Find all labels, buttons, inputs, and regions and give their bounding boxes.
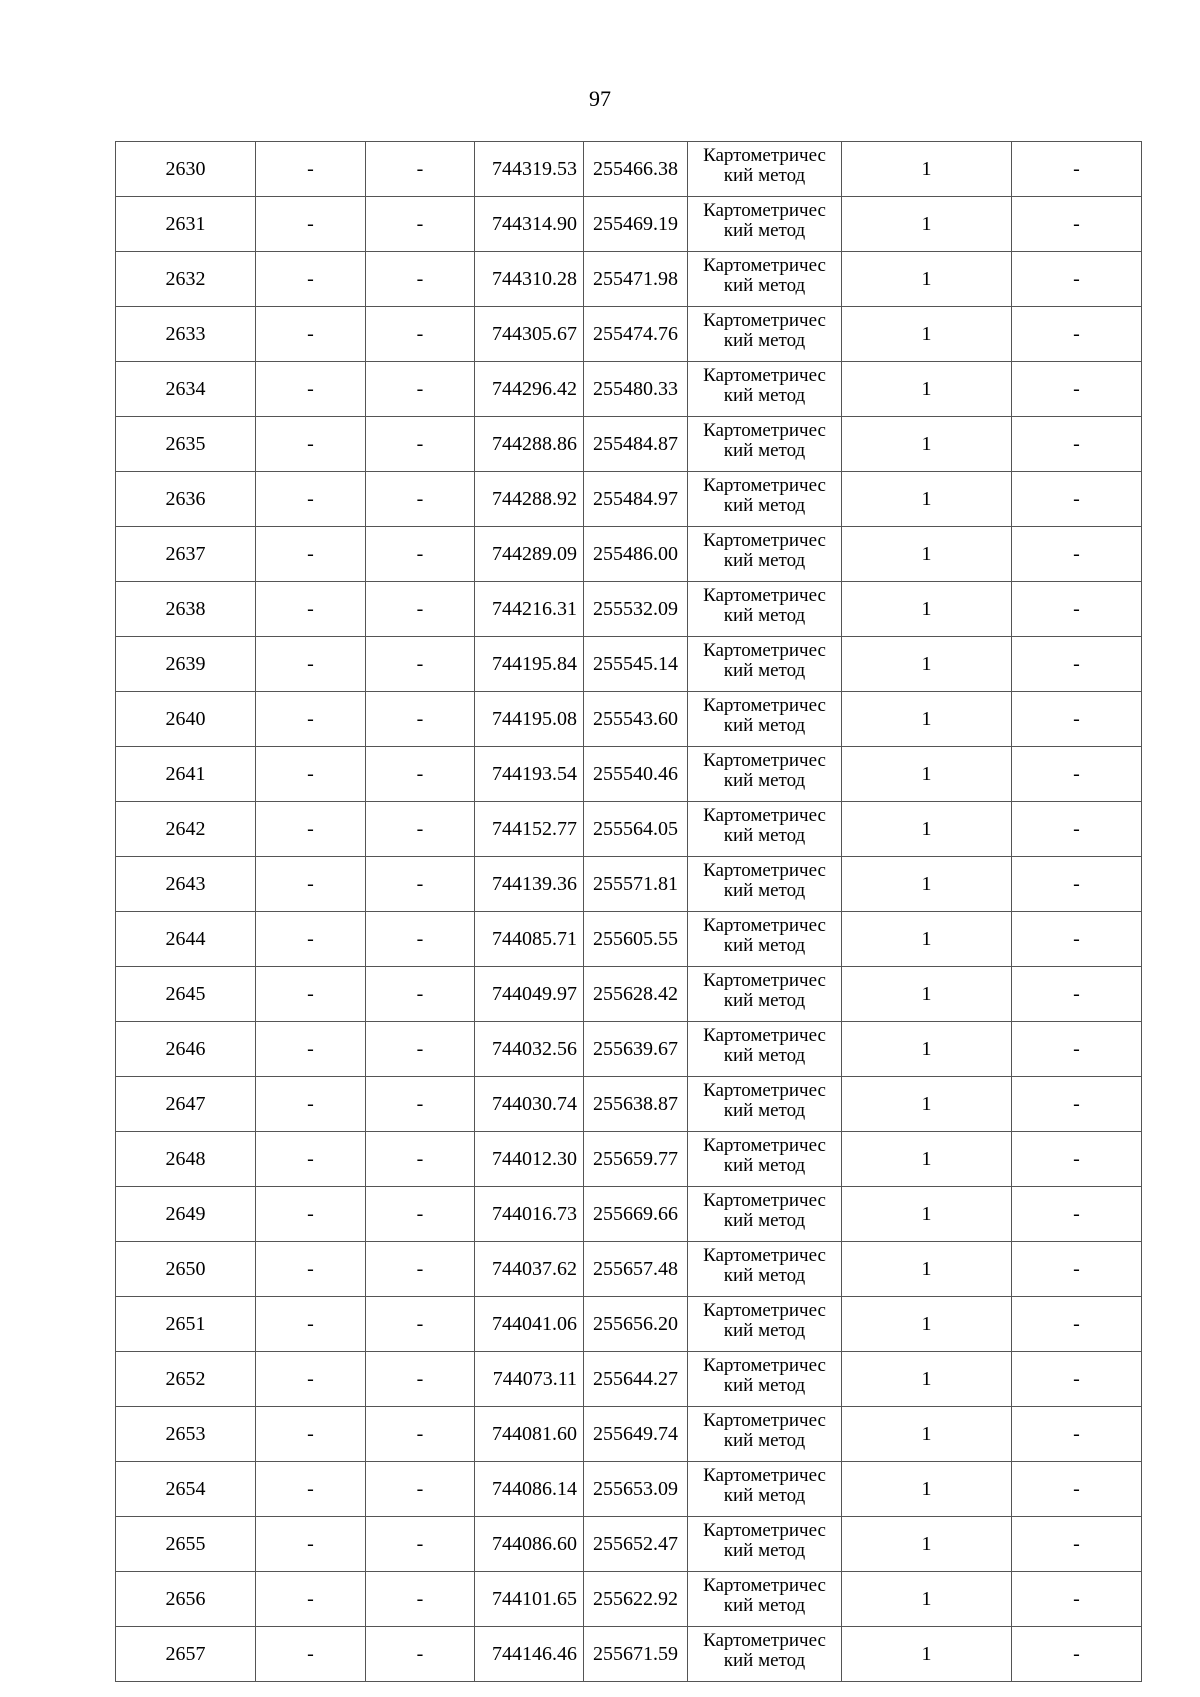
method-cell: Картометричес кий метод (688, 967, 842, 1022)
x-coordinate-cell: 744288.92 (475, 472, 584, 527)
point-number-cell: 2634 (116, 362, 256, 417)
column-2-cell: - (256, 1297, 366, 1352)
point-number-cell: 2644 (116, 912, 256, 967)
page-number: 97 (589, 86, 611, 111)
column-2-cell: - (256, 527, 366, 582)
table-row (116, 582, 1142, 637)
x-coordinate-cell: 744081.60 (475, 1407, 584, 1462)
method-cell: Картометричес кий метод (688, 252, 842, 307)
table-row (116, 1077, 1142, 1132)
method-cell: Картометричес кий метод (688, 1187, 842, 1242)
x-coordinate-cell: 744049.97 (475, 967, 584, 1022)
column-3-cell: - (366, 692, 475, 747)
point-number-cell: 2646 (116, 1022, 256, 1077)
x-coordinate-cell: 744146.46 (475, 1627, 584, 1682)
x-coordinate-cell: 744139.36 (475, 857, 584, 912)
y-coordinate-cell: 255545.14 (584, 637, 688, 692)
column-8-cell: - (1012, 142, 1142, 197)
column-3-cell: - (366, 1517, 475, 1572)
method-cell: Картометричес кий метод (688, 692, 842, 747)
y-coordinate-cell: 255644.27 (584, 1352, 688, 1407)
column-8-cell: - (1012, 1297, 1142, 1352)
column-2-cell: - (256, 582, 366, 637)
table-row (116, 1517, 1142, 1572)
column-8-cell: - (1012, 747, 1142, 802)
x-coordinate-cell: 744037.62 (475, 1242, 584, 1297)
method-cell: Картометричес кий метод (688, 472, 842, 527)
column-8-cell: - (1012, 197, 1142, 252)
table-row (116, 1297, 1142, 1352)
accuracy-cell: 1 (842, 142, 1012, 197)
y-coordinate-cell: 255543.60 (584, 692, 688, 747)
point-number-cell: 2633 (116, 307, 256, 362)
accuracy-cell: 1 (842, 967, 1012, 1022)
accuracy-cell: 1 (842, 1517, 1012, 1572)
column-8-cell: - (1012, 1242, 1142, 1297)
column-3-cell: - (366, 1297, 475, 1352)
column-3-cell: - (366, 362, 475, 417)
method-cell: Картометричес кий метод (688, 1462, 842, 1517)
table-row (116, 967, 1142, 1022)
accuracy-cell: 1 (842, 582, 1012, 637)
column-3-cell: - (366, 967, 475, 1022)
method-cell: Картометричес кий метод (688, 857, 842, 912)
table-row (116, 912, 1142, 967)
accuracy-cell: 1 (842, 1297, 1012, 1352)
accuracy-cell: 1 (842, 1572, 1012, 1627)
point-number-cell: 2652 (116, 1352, 256, 1407)
y-coordinate-cell: 255653.09 (584, 1462, 688, 1517)
column-8-cell: - (1012, 1572, 1142, 1627)
column-3-cell: - (366, 1132, 475, 1187)
method-cell: Картометричес кий метод (688, 142, 842, 197)
method-cell: Картометричес кий метод (688, 197, 842, 252)
table-row (116, 1242, 1142, 1297)
column-2-cell: - (256, 967, 366, 1022)
point-number-cell: 2641 (116, 747, 256, 802)
x-coordinate-cell: 744073.11 (475, 1352, 584, 1407)
y-coordinate-cell: 255652.47 (584, 1517, 688, 1572)
method-cell: Картометричес кий метод (688, 1407, 842, 1462)
accuracy-cell: 1 (842, 1077, 1012, 1132)
point-number-cell: 2649 (116, 1187, 256, 1242)
y-coordinate-cell: 255540.46 (584, 747, 688, 802)
column-3-cell: - (366, 1462, 475, 1517)
point-number-cell: 2645 (116, 967, 256, 1022)
column-2-cell: - (256, 1462, 366, 1517)
column-8-cell: - (1012, 1462, 1142, 1517)
method-cell: Картометричес кий метод (688, 1077, 842, 1132)
accuracy-cell: 1 (842, 637, 1012, 692)
y-coordinate-cell: 255628.42 (584, 967, 688, 1022)
method-cell: Картометричес кий метод (688, 1132, 842, 1187)
accuracy-cell: 1 (842, 307, 1012, 362)
method-cell: Картометричес кий метод (688, 417, 842, 472)
accuracy-cell: 1 (842, 1132, 1012, 1187)
table-row (116, 527, 1142, 582)
method-cell: Картометричес кий метод (688, 747, 842, 802)
table-row (116, 692, 1142, 747)
column-8-cell: - (1012, 1187, 1142, 1242)
column-3-cell: - (366, 252, 475, 307)
column-8-cell: - (1012, 857, 1142, 912)
point-number-cell: 2635 (116, 417, 256, 472)
table-row (116, 362, 1142, 417)
column-8-cell: - (1012, 362, 1142, 417)
column-8-cell: - (1012, 472, 1142, 527)
column-8-cell: - (1012, 637, 1142, 692)
column-3-cell: - (366, 802, 475, 857)
column-8-cell: - (1012, 1352, 1142, 1407)
y-coordinate-cell: 255471.98 (584, 252, 688, 307)
accuracy-cell: 1 (842, 1187, 1012, 1242)
coordinates-table (115, 141, 1142, 1682)
column-8-cell: - (1012, 1022, 1142, 1077)
y-coordinate-cell: 255466.38 (584, 142, 688, 197)
column-2-cell: - (256, 912, 366, 967)
method-cell: Картометричес кий метод (688, 1022, 842, 1077)
accuracy-cell: 1 (842, 252, 1012, 307)
table-row (116, 1022, 1142, 1077)
table-row (116, 1572, 1142, 1627)
table-row (116, 1187, 1142, 1242)
point-number-cell: 2657 (116, 1627, 256, 1682)
x-coordinate-cell: 744101.65 (475, 1572, 584, 1627)
accuracy-cell: 1 (842, 1407, 1012, 1462)
column-8-cell: - (1012, 527, 1142, 582)
column-8-cell: - (1012, 1517, 1142, 1572)
column-3-cell: - (366, 747, 475, 802)
column-8-cell: - (1012, 252, 1142, 307)
table-row (116, 1407, 1142, 1462)
x-coordinate-cell: 744193.54 (475, 747, 584, 802)
x-coordinate-cell: 744086.60 (475, 1517, 584, 1572)
column-2-cell: - (256, 692, 366, 747)
y-coordinate-cell: 255657.48 (584, 1242, 688, 1297)
column-3-cell: - (366, 142, 475, 197)
x-coordinate-cell: 744305.67 (475, 307, 584, 362)
y-coordinate-cell: 255532.09 (584, 582, 688, 637)
column-8-cell: - (1012, 1132, 1142, 1187)
y-coordinate-cell: 255639.67 (584, 1022, 688, 1077)
column-8-cell: - (1012, 582, 1142, 637)
point-number-cell: 2656 (116, 1572, 256, 1627)
column-2-cell: - (256, 417, 366, 472)
point-number-cell: 2636 (116, 472, 256, 527)
x-coordinate-cell: 744195.08 (475, 692, 584, 747)
method-cell: Картометричес кий метод (688, 912, 842, 967)
column-3-cell: - (366, 1187, 475, 1242)
x-coordinate-cell: 744319.53 (475, 142, 584, 197)
accuracy-cell: 1 (842, 1627, 1012, 1682)
column-2-cell: - (256, 1242, 366, 1297)
column-3-cell: - (366, 1077, 475, 1132)
y-coordinate-cell: 255564.05 (584, 802, 688, 857)
column-2-cell: - (256, 1627, 366, 1682)
column-8-cell: - (1012, 1407, 1142, 1462)
accuracy-cell: 1 (842, 857, 1012, 912)
point-number-cell: 2630 (116, 142, 256, 197)
table-row (116, 307, 1142, 362)
method-cell: Картометричес кий метод (688, 637, 842, 692)
y-coordinate-cell: 255480.33 (584, 362, 688, 417)
y-coordinate-cell: 255484.87 (584, 417, 688, 472)
point-number-cell: 2650 (116, 1242, 256, 1297)
point-number-cell: 2654 (116, 1462, 256, 1517)
accuracy-cell: 1 (842, 802, 1012, 857)
point-number-cell: 2655 (116, 1517, 256, 1572)
column-2-cell: - (256, 1407, 366, 1462)
column-3-cell: - (366, 527, 475, 582)
column-3-cell: - (366, 1627, 475, 1682)
column-2-cell: - (256, 1187, 366, 1242)
x-coordinate-cell: 744086.14 (475, 1462, 584, 1517)
table-row (116, 472, 1142, 527)
method-cell: Картометричес кий метод (688, 1517, 842, 1572)
column-3-cell: - (366, 857, 475, 912)
point-number-cell: 2632 (116, 252, 256, 307)
method-cell: Картометричес кий метод (688, 362, 842, 417)
method-cell: Картометричес кий метод (688, 1352, 842, 1407)
column-8-cell: - (1012, 1627, 1142, 1682)
column-2-cell: - (256, 142, 366, 197)
y-coordinate-cell: 255469.19 (584, 197, 688, 252)
column-2-cell: - (256, 1077, 366, 1132)
x-coordinate-cell: 744288.86 (475, 417, 584, 472)
point-number-cell: 2638 (116, 582, 256, 637)
column-2-cell: - (256, 857, 366, 912)
column-2-cell: - (256, 1517, 366, 1572)
method-cell: Картометричес кий метод (688, 1572, 842, 1627)
point-number-cell: 2648 (116, 1132, 256, 1187)
x-coordinate-cell: 744041.06 (475, 1297, 584, 1352)
accuracy-cell: 1 (842, 1242, 1012, 1297)
column-2-cell: - (256, 472, 366, 527)
table-row (116, 197, 1142, 252)
point-number-cell: 2653 (116, 1407, 256, 1462)
column-2-cell: - (256, 362, 366, 417)
table-row (116, 747, 1142, 802)
column-2-cell: - (256, 252, 366, 307)
column-8-cell: - (1012, 802, 1142, 857)
column-3-cell: - (366, 1407, 475, 1462)
method-cell: Картометричес кий метод (688, 1242, 842, 1297)
column-3-cell: - (366, 582, 475, 637)
y-coordinate-cell: 255622.92 (584, 1572, 688, 1627)
y-coordinate-cell: 255649.74 (584, 1407, 688, 1462)
column-2-cell: - (256, 197, 366, 252)
x-coordinate-cell: 744216.31 (475, 582, 584, 637)
accuracy-cell: 1 (842, 527, 1012, 582)
point-number-cell: 2631 (116, 197, 256, 252)
point-number-cell: 2639 (116, 637, 256, 692)
y-coordinate-cell: 255474.76 (584, 307, 688, 362)
point-number-cell: 2651 (116, 1297, 256, 1352)
column-3-cell: - (366, 1242, 475, 1297)
column-3-cell: - (366, 1572, 475, 1627)
point-number-cell: 2642 (116, 802, 256, 857)
column-3-cell: - (366, 637, 475, 692)
column-8-cell: - (1012, 912, 1142, 967)
accuracy-cell: 1 (842, 1022, 1012, 1077)
table-row (116, 1132, 1142, 1187)
column-2-cell: - (256, 802, 366, 857)
column-2-cell: - (256, 1572, 366, 1627)
x-coordinate-cell: 744289.09 (475, 527, 584, 582)
accuracy-cell: 1 (842, 472, 1012, 527)
x-coordinate-cell: 744012.30 (475, 1132, 584, 1187)
method-cell: Картометричес кий метод (688, 527, 842, 582)
column-8-cell: - (1012, 1077, 1142, 1132)
table-row (116, 802, 1142, 857)
y-coordinate-cell: 255484.97 (584, 472, 688, 527)
x-coordinate-cell: 744032.56 (475, 1022, 584, 1077)
column-3-cell: - (366, 307, 475, 362)
column-8-cell: - (1012, 692, 1142, 747)
method-cell: Картометричес кий метод (688, 1627, 842, 1682)
y-coordinate-cell: 255571.81 (584, 857, 688, 912)
column-2-cell: - (256, 1132, 366, 1187)
column-3-cell: - (366, 472, 475, 527)
x-coordinate-cell: 744030.74 (475, 1077, 584, 1132)
column-2-cell: - (256, 747, 366, 802)
y-coordinate-cell: 255605.55 (584, 912, 688, 967)
column-2-cell: - (256, 1022, 366, 1077)
column-3-cell: - (366, 417, 475, 472)
table-row (116, 857, 1142, 912)
table-row (116, 1352, 1142, 1407)
table-row (116, 637, 1142, 692)
column-2-cell: - (256, 1352, 366, 1407)
table-row (116, 1462, 1142, 1517)
column-3-cell: - (366, 197, 475, 252)
x-coordinate-cell: 744085.71 (475, 912, 584, 967)
accuracy-cell: 1 (842, 197, 1012, 252)
accuracy-cell: 1 (842, 692, 1012, 747)
table-row (116, 252, 1142, 307)
column-8-cell: - (1012, 307, 1142, 362)
method-cell: Картометричес кий метод (688, 1297, 842, 1352)
table-row (116, 417, 1142, 472)
accuracy-cell: 1 (842, 912, 1012, 967)
method-cell: Картометричес кий метод (688, 307, 842, 362)
point-number-cell: 2643 (116, 857, 256, 912)
y-coordinate-cell: 255656.20 (584, 1297, 688, 1352)
accuracy-cell: 1 (842, 1462, 1012, 1517)
accuracy-cell: 1 (842, 1352, 1012, 1407)
method-cell: Картометричес кий метод (688, 582, 842, 637)
x-coordinate-cell: 744310.28 (475, 252, 584, 307)
x-coordinate-cell: 744152.77 (475, 802, 584, 857)
point-number-cell: 2647 (116, 1077, 256, 1132)
column-3-cell: - (366, 912, 475, 967)
x-coordinate-cell: 744296.42 (475, 362, 584, 417)
y-coordinate-cell: 255486.00 (584, 527, 688, 582)
x-coordinate-cell: 744016.73 (475, 1187, 584, 1242)
table-row (116, 1627, 1142, 1682)
column-8-cell: - (1012, 967, 1142, 1022)
column-3-cell: - (366, 1022, 475, 1077)
y-coordinate-cell: 255659.77 (584, 1132, 688, 1187)
table-body (116, 142, 1142, 1682)
y-coordinate-cell: 255669.66 (584, 1187, 688, 1242)
point-number-cell: 2637 (116, 527, 256, 582)
accuracy-cell: 1 (842, 417, 1012, 472)
method-cell: Картометричес кий метод (688, 802, 842, 857)
x-coordinate-cell: 744314.90 (475, 197, 584, 252)
table-row (116, 142, 1142, 197)
y-coordinate-cell: 255638.87 (584, 1077, 688, 1132)
column-2-cell: - (256, 307, 366, 362)
column-8-cell: - (1012, 417, 1142, 472)
accuracy-cell: 1 (842, 747, 1012, 802)
x-coordinate-cell: 744195.84 (475, 637, 584, 692)
column-3-cell: - (366, 1352, 475, 1407)
y-coordinate-cell: 255671.59 (584, 1627, 688, 1682)
column-2-cell: - (256, 637, 366, 692)
point-number-cell: 2640 (116, 692, 256, 747)
accuracy-cell: 1 (842, 362, 1012, 417)
